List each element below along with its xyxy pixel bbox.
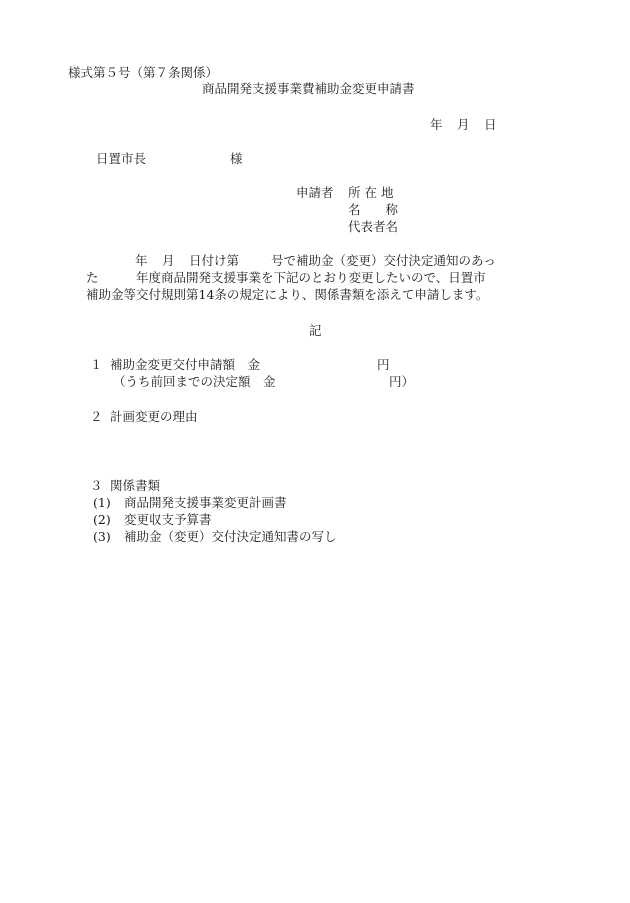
addressee-honorific: 様: [230, 151, 243, 166]
body-line2-rest: 年度商品開発支援事業を下記のとおり変更したいので、日置市: [136, 270, 486, 285]
section-3-label: 関係書類: [110, 478, 161, 493]
section-2-label: 計画変更の理由: [110, 409, 198, 424]
list-item-text: 変更収支予算書: [124, 512, 212, 527]
body-line2-prefix: た: [86, 270, 99, 285]
section-1-number: １: [90, 357, 103, 372]
ki-marker: 記: [309, 323, 322, 338]
list-item-number: (3): [93, 529, 111, 544]
section-1-unit: 円: [377, 357, 390, 372]
applicant-representative-label: 代表者名: [348, 219, 399, 234]
date-month-label: 月: [457, 117, 470, 132]
body-month: 月: [162, 253, 175, 268]
list-item-number: (2): [93, 512, 111, 527]
document-title: 商品開発支援事業費補助金変更申請書: [202, 81, 415, 96]
applicant-label: 申請者: [296, 185, 334, 200]
section-3-number: ３: [90, 478, 103, 493]
section-2-number: ２: [90, 409, 103, 424]
addressee-name: 日置市長: [96, 151, 147, 166]
applicant-name-label: 名 称: [348, 202, 399, 217]
form-number: 様式第５号（第７条関係）: [68, 65, 219, 80]
date-year-label: 年: [430, 117, 443, 132]
date-day-label: 日: [484, 117, 497, 132]
body-line3: 補助金等交付規則第14条の規定により、関係書類を添えて申請します。: [86, 287, 489, 302]
section-1-sub-unit: 円）: [389, 374, 415, 389]
applicant-address-label: 所 在 地: [348, 185, 394, 200]
body-year: 年: [135, 253, 148, 268]
list-item-number: (1): [93, 495, 111, 510]
section-1-label: 補助金変更交付申請額 金: [110, 357, 261, 372]
list-item-text: 補助金（変更）交付決定通知書の写し: [124, 529, 337, 544]
body-line1-rest: 号で補助金（変更）交付決定通知のあっ: [271, 253, 496, 268]
body-day-prefix: 日付け第: [189, 253, 240, 268]
list-item-text: 商品開発支援事業変更計画書: [124, 495, 287, 510]
section-1-sub-label: （うち前回までの決定額 金: [113, 374, 276, 389]
